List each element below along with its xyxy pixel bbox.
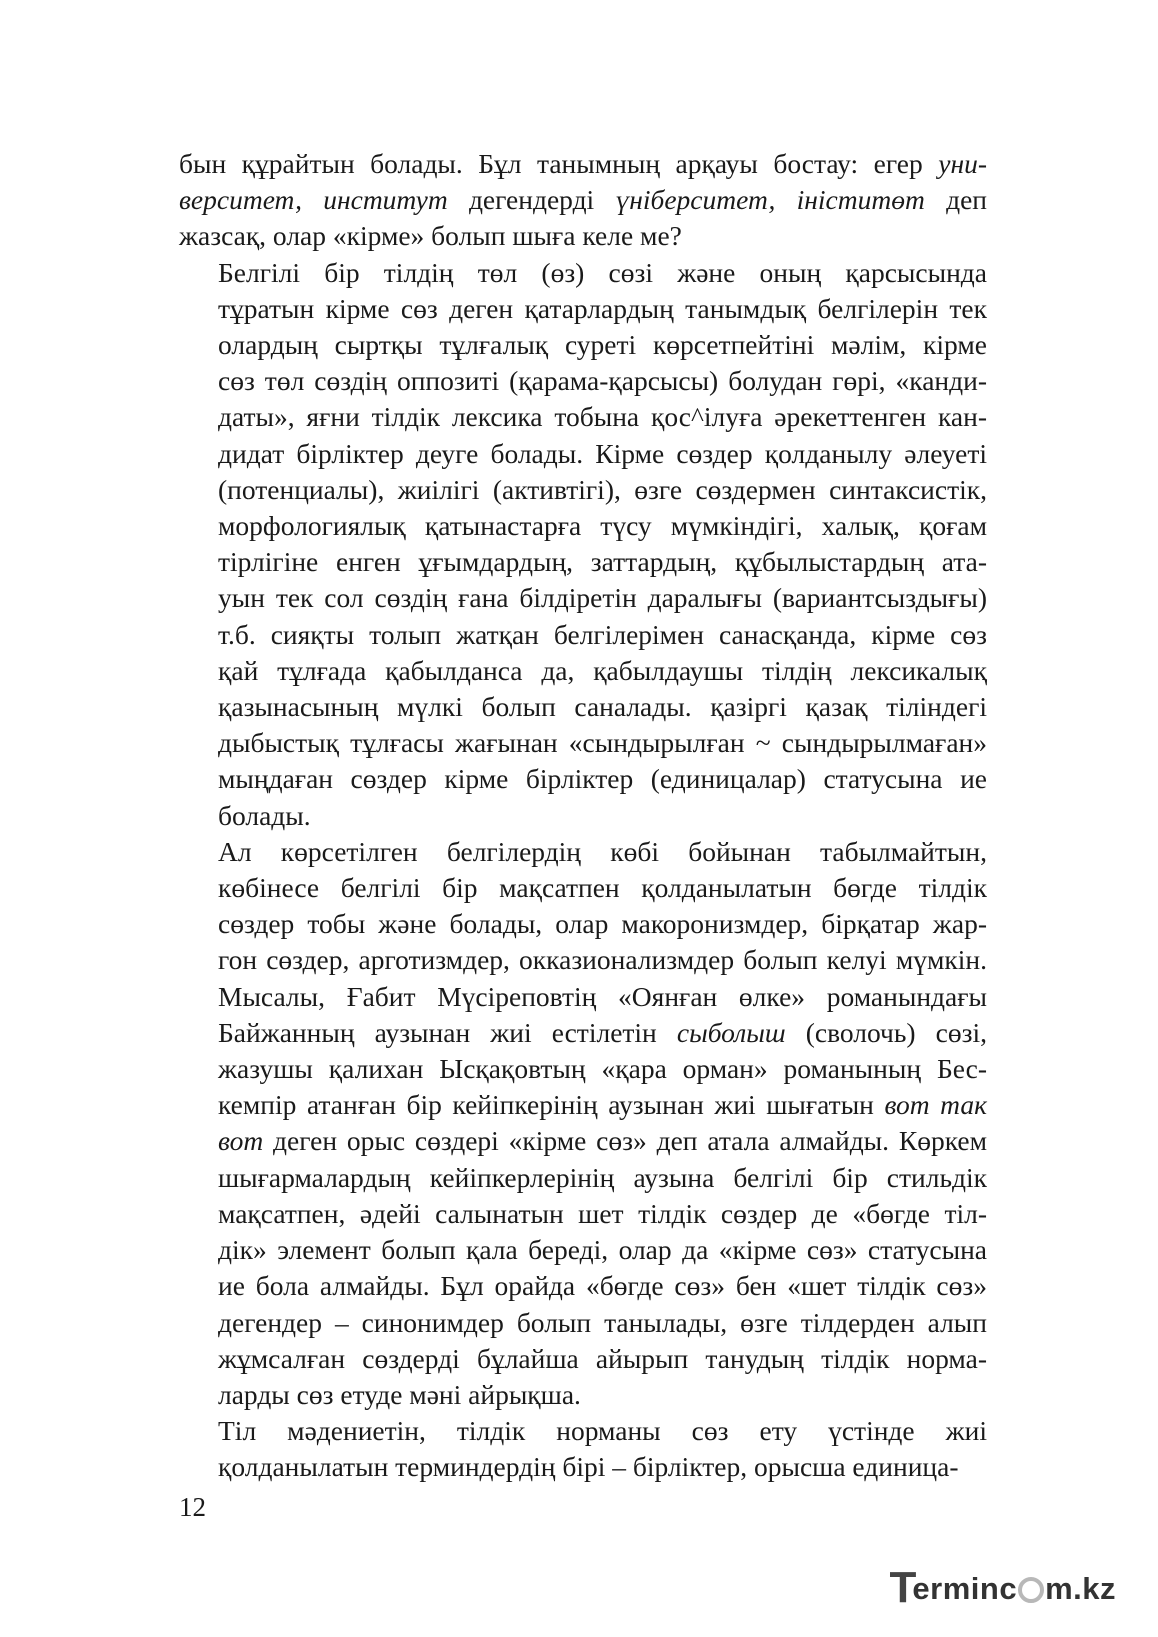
text-line xyxy=(179,1449,987,1485)
logo-text-end: m.kz xyxy=(1045,1570,1116,1606)
logo-letter-t: T xyxy=(889,1563,917,1612)
italic-term: верситет, институт xyxy=(179,184,448,216)
text-run: дыбыстық тұлғасы жағынан «сындырылған ~ сындырылмаған» xyxy=(218,727,987,759)
text-line xyxy=(179,1160,987,1196)
text-run: (сволочь) сөзі, xyxy=(785,1016,987,1048)
page-body xyxy=(179,146,987,1486)
text-line xyxy=(179,1051,987,1087)
text-line xyxy=(179,906,987,942)
text-run: жазсақ, олар «кірме» болып шыға келе ме? xyxy=(179,220,682,252)
text-line xyxy=(179,1268,987,1304)
text-run: (потенциалы), жиілігі (активтігі), өзге сөздермен синтаксистік, xyxy=(218,473,987,505)
text-run: Байжанның аузынан жиі естілетін xyxy=(218,1016,677,1048)
text-run: дік» элемент болып қала береді, олар да «кірме сөз» статусына xyxy=(218,1234,987,1266)
text-run: қолданылатын терминдердің бірі – бірліктер, орысша единица- xyxy=(218,1451,959,1483)
text-run: морфологиялық қатынастарға түсу мүмкіндігі, халық, қоғам xyxy=(218,510,987,542)
terminkz-logo xyxy=(890,1563,1116,1613)
italic-term: сыболыш xyxy=(676,1016,786,1048)
text-line xyxy=(179,798,987,834)
text-line xyxy=(179,1305,987,1341)
text-line xyxy=(179,1123,987,1159)
text-line xyxy=(179,979,987,1015)
text-line xyxy=(179,725,987,761)
text-run: қай тұлғада қабылданса да, қабылдаушы тілдің лексикалық xyxy=(218,654,987,686)
italic-term: уни- xyxy=(938,148,987,179)
text-line xyxy=(179,182,987,218)
text-run: дегендерді xyxy=(447,184,616,216)
text-line xyxy=(179,472,987,508)
text-line xyxy=(179,436,987,472)
text-run: қазынасының мүлкі болып саналады. қазіргі қазақ тіліндегі xyxy=(218,691,987,723)
page-number: 12 xyxy=(179,1492,206,1522)
text-run: дидат бірліктер деуге болады. Кірме сөздер қолданылу әлеуеті xyxy=(218,437,987,469)
text-line xyxy=(179,1015,987,1051)
text-line xyxy=(179,363,987,399)
text-run: сөздер тобы және болады, олар макоронизмдер, бірқатар жар- xyxy=(218,908,987,940)
text-line xyxy=(179,761,987,797)
text-line xyxy=(179,255,987,291)
text-run: ие бола алмайды. Бұл орайда «бөгде сөз» бен «шет тілдік сөз» xyxy=(218,1270,987,1302)
text-run: тұратын кірме сөз деген қатарлардың танымдық белгілерін тек xyxy=(218,292,987,324)
text-run: жұмсалған сөздерді бұлайша айырып танудың тілдік норма- xyxy=(218,1342,987,1374)
text-run: тірлігіне енген ұғымдардың, заттардың, құбылыстардың ата- xyxy=(218,546,987,578)
text-run: мыңдаған сөздер кірме бірліктер (единицалар) статусына ие xyxy=(218,763,987,795)
text-run: деген орыс сөздері «кірме сөз» деп атала алмайды. Көркем xyxy=(263,1125,987,1157)
text-run: гон сөздер, арготизмдер, окказионализмдер болып келуі мүмкін. xyxy=(218,944,987,976)
text-line xyxy=(179,1413,987,1449)
text-line xyxy=(179,1341,987,1377)
text-line xyxy=(179,580,987,616)
text-line xyxy=(179,291,987,327)
text-line xyxy=(179,689,987,725)
text-line xyxy=(179,1087,987,1123)
text-run: шығармалардың кейіпкерлерінің аузына белгілі бір стильдік xyxy=(218,1161,987,1193)
italic-term: вот xyxy=(218,1125,264,1157)
text-run: жазушы қалихан Ысқақовтың «қара орман» романының Бес- xyxy=(218,1053,987,1085)
text-line xyxy=(179,1232,987,1268)
text-run: кемпір атанған бір кейіпкерінің аузынан жиі шығатын xyxy=(218,1089,885,1121)
text-run: ларды сөз етуде мәні айрықша. xyxy=(218,1378,581,1410)
text-line xyxy=(179,399,987,435)
text-line xyxy=(179,834,987,870)
text-run: т.б. сияқты толып жатқан белгілерімен санасқанда, кірме сөз xyxy=(218,618,987,650)
text-line xyxy=(179,1196,987,1232)
text-line xyxy=(179,617,987,653)
text-line xyxy=(179,653,987,689)
italic-term: вот так xyxy=(884,1089,987,1121)
text-line xyxy=(179,870,987,906)
paragraph xyxy=(179,1413,987,1485)
logo-text-start: erminc xyxy=(912,1570,1018,1606)
text-run: болады. xyxy=(218,799,311,831)
text-run: Тіл мәдениетін, тілдік норманы сөз ету үстінде жиі xyxy=(218,1415,987,1447)
text-line xyxy=(179,327,987,363)
paragraph xyxy=(179,834,987,1413)
text-run: мақсатпен, әдейі салынатын шет тілдік сөздер де «бөгде тіл- xyxy=(218,1197,987,1229)
text-line xyxy=(179,544,987,580)
text-run: деп xyxy=(924,184,988,216)
paragraph xyxy=(179,255,987,834)
text-run: Ал көрсетілген белгілердің көбі бойынан табылмайтын, xyxy=(218,835,987,867)
logo-ring-icon xyxy=(1018,1577,1044,1603)
text-run: сөз төл сөздің оппозиті (қарама-қарсысы) болудан гөрі, «канди- xyxy=(218,365,987,397)
paragraph xyxy=(179,146,987,255)
text-run: көбінесе белгілі бір мақсатпен қолданылатын бөгде тілдік xyxy=(218,872,987,904)
text-run: даты», яғни тілдік лексика тобына қос^ілуға әрекеттенген кан- xyxy=(218,401,987,433)
text-line xyxy=(179,218,987,254)
text-run: олардың сыртқы тұлғалық суреті көрсетпейтіні мәлім, кірме xyxy=(218,329,987,361)
text-run: Мысалы, Ғабит Мүсіреповтің «Оянған өлке» романындағы xyxy=(218,980,987,1012)
text-run: уын тек сол сөздің ғана білдіретін даралығы (вариантсыздығы) xyxy=(218,582,987,614)
text-run: дегендер – синонимдер болып танылады, өзге тілдерден алып xyxy=(218,1306,987,1338)
text-run: Белгілі бір тілдің төл (өз) сөзі және оның қарсысында xyxy=(218,256,987,288)
text-line xyxy=(179,508,987,544)
text-line xyxy=(179,1377,987,1413)
text-run: бын құрайтын болады. Бұл танымның арқауы бостау: егер xyxy=(179,148,939,179)
text-line xyxy=(179,146,987,182)
text-line xyxy=(179,942,987,978)
italic-term: үніберситет, ініститөт xyxy=(615,184,925,216)
